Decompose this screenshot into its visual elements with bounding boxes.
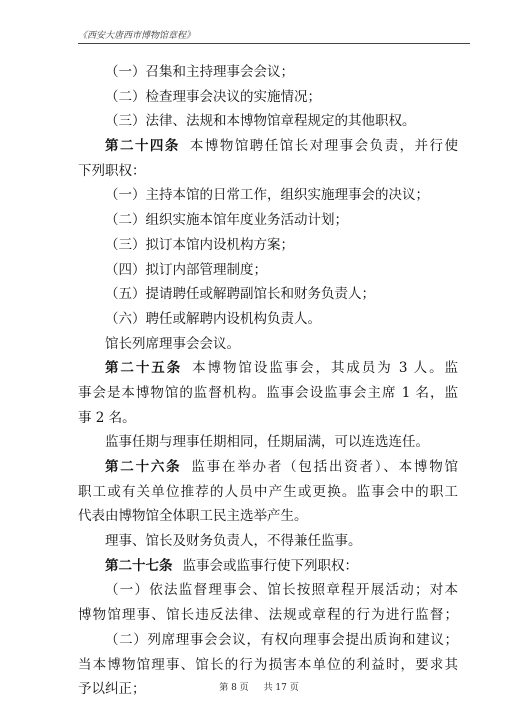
text-line [78, 208, 458, 233]
line-text: （一）依法监督理事会、馆长按照章程开展活动；对本 [105, 582, 458, 599]
line-text: 事 2 名。 [78, 409, 136, 426]
text-line [78, 356, 458, 381]
text-line [78, 653, 458, 678]
line-text: （六）聘任或解聘内设机构负责人。 [105, 310, 321, 327]
line-text: 代表由博物馆全体职工民主选举产生。 [78, 508, 308, 525]
text-line [78, 504, 458, 529]
line-text: 当本博物馆理事、馆长的行为损害本单位的利益时，要求其 [78, 656, 458, 673]
line-text: 监事会或监事行使下列职权： [182, 557, 358, 574]
text-line [78, 159, 458, 184]
article-number: 第二十六条 [105, 459, 182, 475]
text-line [78, 406, 458, 431]
text-line [78, 85, 458, 110]
line-text: 职工或有关单位推荐的人员中产生或更换。监事会中的职工 [78, 483, 458, 500]
line-text: （三）拟订本馆内设机构方案； [105, 236, 294, 253]
text-line [78, 134, 458, 159]
text-line [78, 480, 458, 505]
header-divider [78, 43, 470, 44]
line-text: 本博物馆设监事会，其成员为 3 人。监 [192, 360, 459, 377]
article-number: 第二十五条 [105, 360, 183, 377]
text-line [78, 529, 458, 554]
page-footer [0, 680, 518, 693]
document-body [78, 60, 458, 702]
line-text: 本博物馆聘任馆长对理事会负责，并行使 [189, 138, 459, 155]
text-line [78, 332, 458, 357]
text-line [78, 578, 458, 603]
text-line [78, 307, 458, 332]
line-text: 理事、馆长及财务负责人，不得兼任监事。 [105, 533, 362, 550]
text-line [78, 60, 458, 85]
line-text: 馆长列席理事会会议。 [105, 335, 240, 352]
line-text: （四）拟订内部管理制度； [105, 261, 267, 278]
line-text: 博物馆理事、馆长违反法律、法规或章程的行为进行监督； [78, 607, 458, 624]
text-line [78, 381, 458, 406]
text-line [78, 233, 458, 258]
line-text: （二）列席理事会会议，有权向理事会提出质询和建议； [105, 631, 458, 648]
line-text: （二）检查理事会决议的实施情况； [105, 88, 321, 105]
line-text: 下列职权： [78, 162, 146, 179]
text-line [78, 282, 458, 307]
text-line [78, 455, 458, 480]
line-text: （一）主持本馆的日常工作，组织实施理事会的决议； [105, 187, 429, 204]
line-text: 监事在举办者（包括出资者）、本博物馆 [191, 459, 459, 475]
article-number: 第二十七条 [105, 557, 173, 574]
text-line [78, 183, 458, 208]
line-text: 监事任期与理事任期相同，任期届满，可以连选连任。 [105, 434, 429, 451]
line-text: 予以纠正； [78, 681, 146, 698]
text-line [78, 603, 458, 628]
text-line [78, 628, 458, 653]
line-text: （二）组织实施本馆年度业务活动计划； [105, 212, 348, 229]
line-text: （三）法律、法规和本博物馆章程规定的其他职权。 [105, 113, 416, 130]
text-line [78, 109, 458, 134]
line-text: （一）召集和主持理事会会议； [105, 64, 294, 80]
line-text: （五）提请聘任或解聘副馆长和财务负责人； [105, 286, 375, 303]
text-line [78, 430, 458, 455]
page-number: 第 8 页 [219, 683, 249, 693]
line-text: 事会是本博物馆的监督机构。监事会设监事会主席 1 名，监 [78, 384, 458, 401]
text-line [78, 554, 458, 579]
page-total: 共 17 页 [263, 683, 299, 693]
document-header-title: 《西安大唐西市博物馆章程》 [78, 31, 196, 41]
text-line [78, 258, 458, 283]
article-number: 第二十四条 [105, 138, 180, 155]
